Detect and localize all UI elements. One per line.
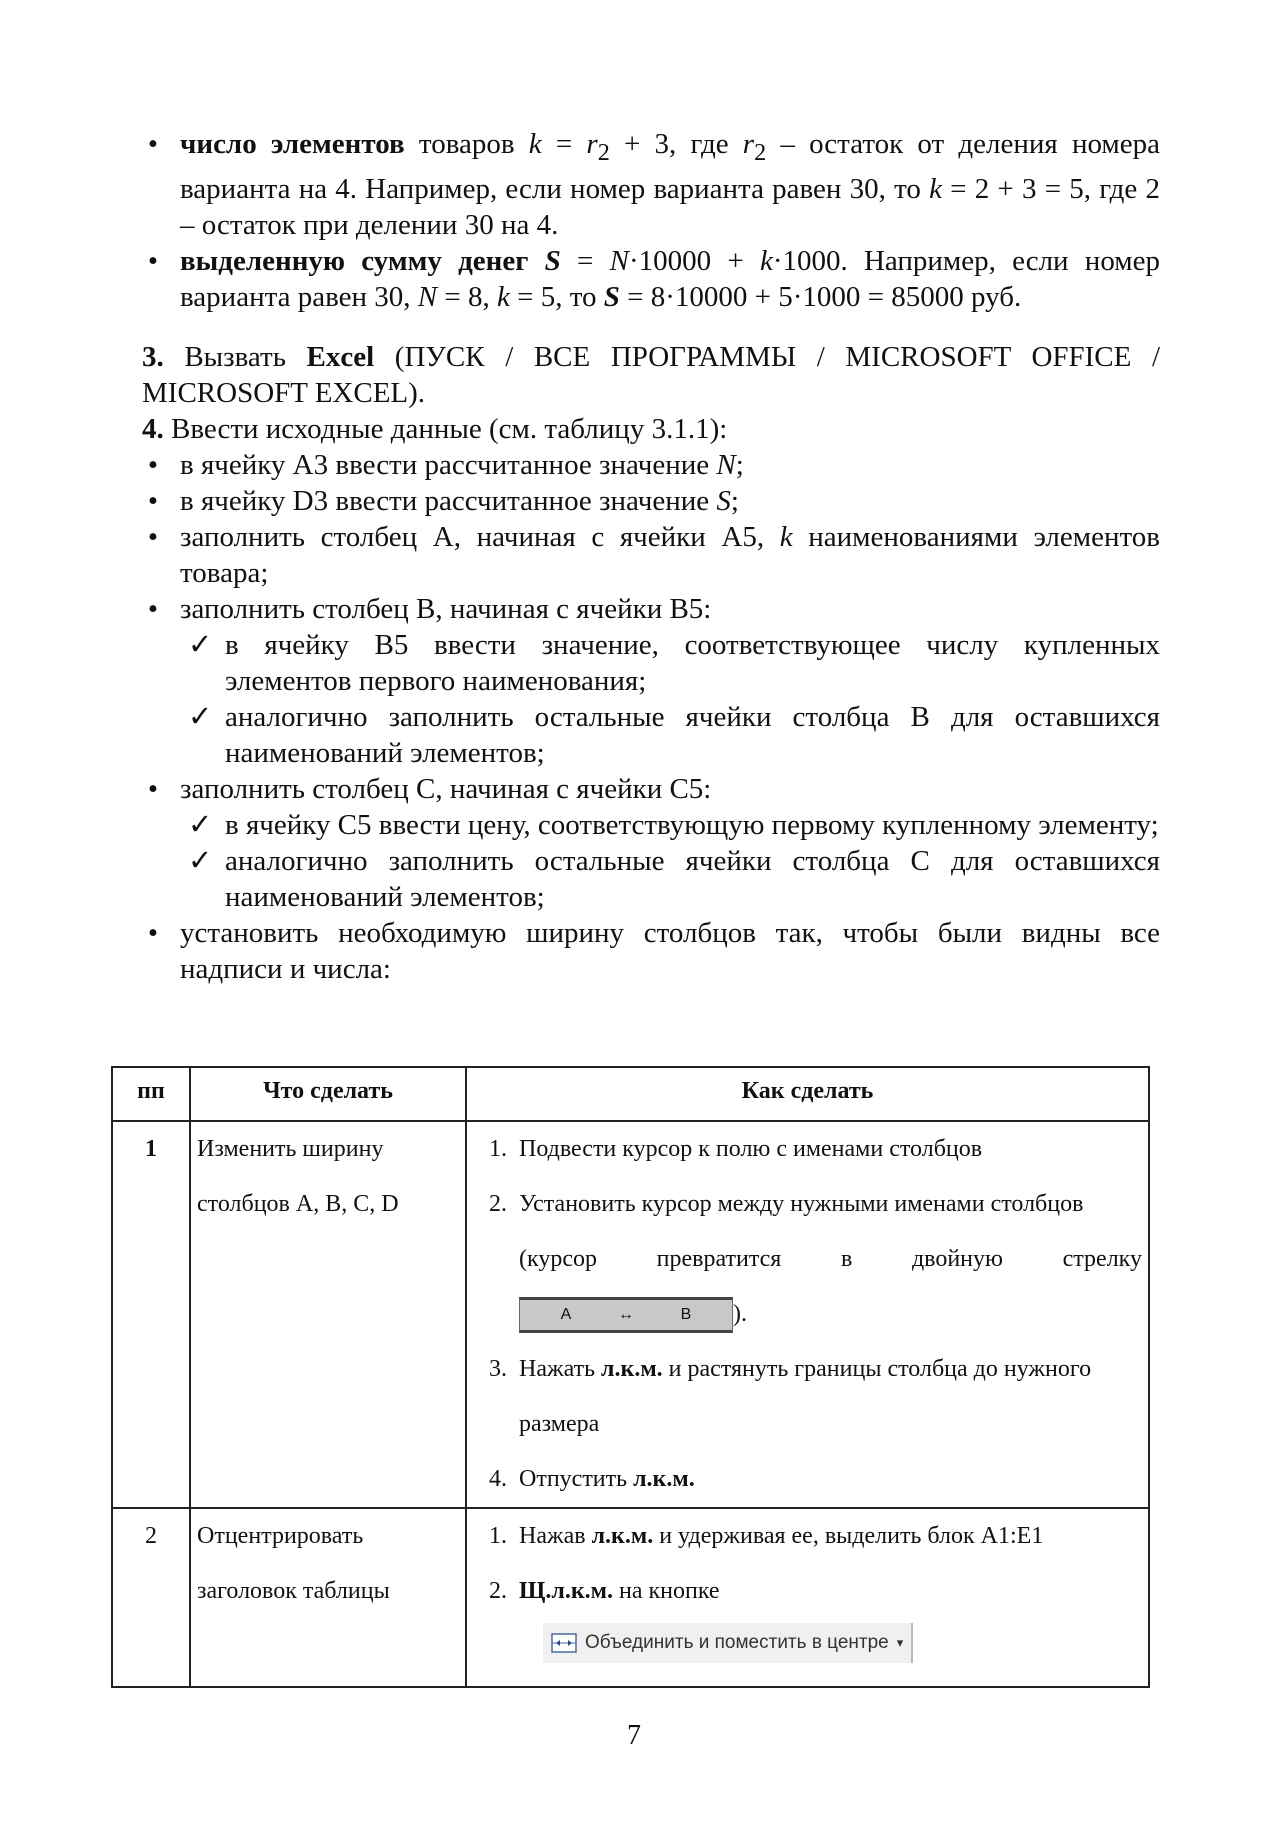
bullet-item-column-c: • заполнить столбец С, начиная с ячейки С5: [142, 771, 1160, 807]
how-step: 1. Подвести курсор к полю с именами столбцов [513, 1122, 1142, 1177]
how-step: 2. Установить курсор между нужными именами столбцов (курсор превратится в двойную стрелку A ↔ B ). [513, 1177, 1142, 1342]
bullet-glyph: • [147, 128, 159, 160]
column-resize-bar: A ↔ B [519, 1297, 733, 1333]
instruction-table [111, 1066, 1150, 1688]
merge-button-illustration [473, 1619, 1142, 1686]
column-header-illustration: A ↔ B ). [519, 1287, 1142, 1342]
check-item-column-c-rest: ✓ аналогично заполнить остальные ячейки столбца С для оставшихся наименований элементов; [188, 844, 1160, 913]
bullet-glyph: • [147, 244, 159, 277]
header-how: Как сделать [466, 1067, 1149, 1121]
table-row [112, 1121, 1149, 1508]
bullet-item-column-width: • установить необходимую ширину столбцов так, чтобы были видны все надписи и числа: [142, 915, 1160, 987]
check-item-c5: ✓ в ячейку С5 ввести цену, соответствующую первому купленному элементу; [188, 808, 1159, 841]
how-step: 2. Щ.л.к.м. на кнопке [513, 1564, 1142, 1619]
bullet-item-elements-count: • число элементов товаров $k = r_2 + 3$, где $r_2$ – остаток от деления номера варианта на 4. Например, если номер варианта равен 30, то k = 2 + 3 = 5, где 2 – остаток при делении 30 на 4. [142, 126, 1160, 243]
row-number: 2 [112, 1508, 190, 1687]
row-how [466, 1121, 1149, 1508]
bullet-glyph: • [147, 520, 159, 553]
check-glyph: ✓ [188, 808, 213, 841]
how-step: 3. Нажать л.к.м. и растянуть границы столбца до нужного размера [513, 1342, 1142, 1452]
bullet-item-column-a: • заполнить столбец А, начиная с ячейки А5, k наименованиями элементов товара; [142, 519, 1160, 591]
cursor-description: (курсор превратится в двойную стрелку [519, 1246, 1142, 1272]
step-4-title: 4. Ввести исходные данные (см. таблицу 3.1.1): [142, 412, 728, 445]
table-header-row [112, 1067, 1149, 1121]
bullet-glyph: • [147, 592, 159, 625]
merge-and-center-button: Объединить и поместить в центре ▾ [543, 1623, 913, 1663]
bullet-item-a3: • в ячейку А3 ввести рассчитанное значение N; [142, 447, 1160, 483]
bullet-item-d3: • в ячейку D3 ввести рассчитанное значение S; [142, 483, 1160, 519]
merge-cells-icon [551, 1633, 577, 1653]
bullet-item-money-sum: • выделенную сумму денег S = N·10000 + k·1000. Например, если номер варианта равен 30, N = 8, k = 5, то S = 8·10000 + 5·1000 = 85000 руб. [142, 243, 1160, 315]
dropdown-arrow-icon: ▾ [896, 1635, 904, 1650]
table-row [112, 1508, 1149, 1687]
header-what: Что сделать [190, 1067, 466, 1121]
intro-section [142, 126, 1160, 987]
bullet-glyph: • [147, 916, 159, 949]
check-glyph: ✓ [188, 628, 213, 661]
header-num: пп [112, 1067, 190, 1121]
how-step: 1. Нажав л.к.м. и удерживая ее, выделить блок А1:Е1 [513, 1509, 1142, 1564]
page-number: 7 [627, 1720, 641, 1751]
row-what: Отцентрировать заголовок таблицы [190, 1508, 466, 1687]
row-how [466, 1508, 1149, 1687]
check-item-column-b-rest: ✓ аналогично заполнить остальные ячейки столбца В для оставшихся наименований элементов; [188, 700, 1160, 769]
double-arrow-icon: ↔ [618, 1306, 634, 1324]
bullet-glyph: • [147, 448, 159, 481]
step-3-paragraph: 3. Вызвать Excel (ПУСК / ВСЕ ПРОГРАММЫ / MICROSOFT OFFICE / MICROSOFT EXCEL). [142, 340, 1160, 409]
bullet-glyph: • [147, 772, 159, 805]
check-glyph: ✓ [188, 844, 213, 877]
bullet-item-column-b: • заполнить столбец В, начиная с ячейки В5: [142, 591, 1160, 627]
row-number: 1 [112, 1121, 190, 1508]
bullet-glyph: • [147, 484, 159, 517]
how-step: 4. Отпустить л.к.м. [513, 1452, 1142, 1507]
check-glyph: ✓ [188, 700, 213, 733]
row-what: Изменить ширину столбцов А, В, С, D [190, 1121, 466, 1508]
check-item-b5: ✓ в ячейку В5 ввести значение, соответствующее числу купленных элементов первого наименования; [188, 628, 1160, 697]
